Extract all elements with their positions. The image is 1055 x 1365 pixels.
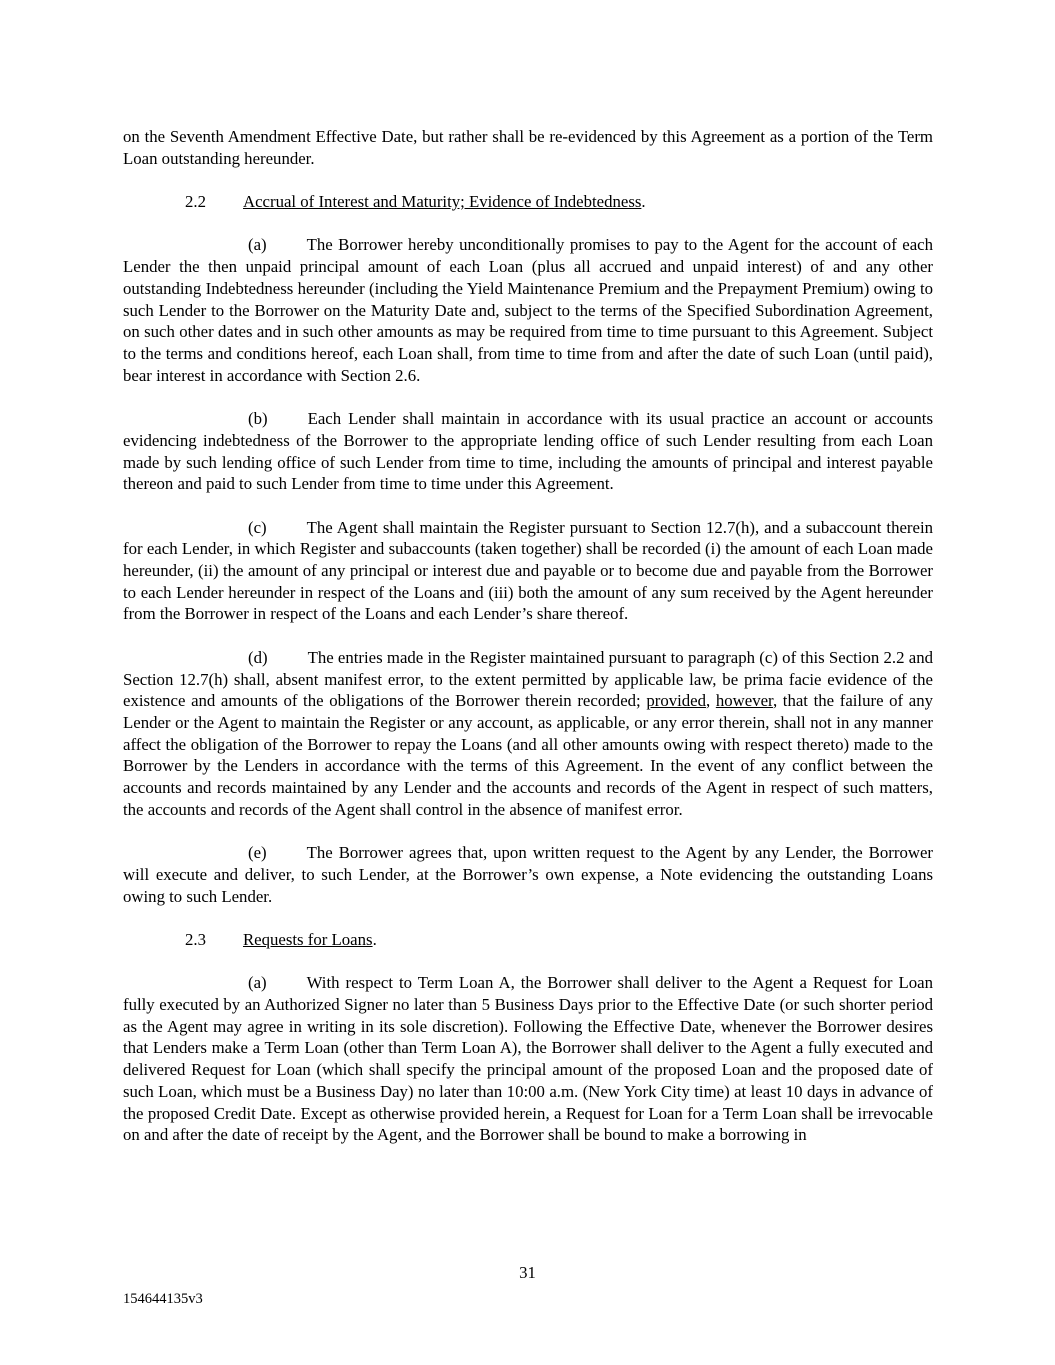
section-title-period: . <box>372 929 377 949</box>
paragraph-2-3-a <box>123 972 933 1146</box>
paragraph-2-2-d <box>123 647 933 821</box>
underlined-term-provided: provided <box>646 691 706 711</box>
paragraph-text: The Agent shall maintain the Register pursuant to Section 12.7(h), and a subaccount therein for each Lender, in which Register and subaccounts (taken together) shall be recorded (i) the amount of each Loan made hereunder, (ii) the amount of any principal or interest due and payable or to become due and payable from the Borrower to each Lender hereunder in respect of the Loans and (iii) both the amount of any sum received by the Agent hereunder from the Borrower in respect of the Loans and each Lender’s share thereof. <box>123 517 933 624</box>
document-body <box>123 126 933 1168</box>
section-number: 2.3 <box>185 929 206 949</box>
underlined-term-however: however <box>715 691 773 711</box>
paragraph-text: The Borrower agrees that, upon written request to the Agent by any Lender, the Borrower will execute and deliver, to such Lender, at the Borrower’s own expense, a Note evidencing the outstanding Loans owing to such Lender. <box>123 843 933 906</box>
paragraph-2-2-e <box>123 842 933 907</box>
section-title: Requests for Loans <box>242 929 373 949</box>
paragraph-label: (c) <box>248 517 267 537</box>
section-heading-2-3 <box>123 929 933 951</box>
paragraph-label: (b) <box>248 409 268 429</box>
paragraph-label: (a) <box>248 235 267 255</box>
paragraph-label: (a) <box>248 973 267 993</box>
section-heading-2-2 <box>123 191 933 213</box>
paragraph-2-2-a <box>123 234 933 386</box>
section-title-period: . <box>641 192 646 212</box>
continuation-paragraph: on the Seventh Amendment Effective Date, but rather shall be re-evidenced by this Agreement as a portion of the Term Loan outstanding hereunder. <box>123 127 933 168</box>
section-number: 2.2 <box>185 192 206 212</box>
paragraph-text: , that the failure of any Lender or the Agent to maintain the Register or any account, as applicable, or any error therein, shall not in any manner affect the obligation of the Borrower to repay the Loans (and all other amounts owing with respect thereto) made to the Borrower by the Lenders in accordance with the terms of this Agreement. In the event of any conflict between the accounts and records maintained by any Lender and the accounts and records of the Agent in respect of such matters, the accounts and records of the Agent shall control in the absence of manifest error. <box>123 691 933 819</box>
paragraph-text: , <box>706 691 716 711</box>
paragraph-text: The Borrower hereby unconditionally promises to pay to the Agent for the account of each Lender the then unpaid principal amount of each Loan (plus all accrued and unpaid interest) of and any other outstanding Indebtedness hereunder (including the Yield Maintenance Premium and the Prepayment Premium) owing to such Lender to the Borrower on the Maturity Date and, subject to the terms of the Specified Subordination Agreement, on such other dates and in such other amounts as may be required from time to time pursuant to this Agreement. Subject to the terms and conditions hereof, each Loan shall, from time to time from and after the date of such Loan (until paid), bear interest in accordance with Section 2.6. <box>123 235 933 385</box>
document-footer-id: 154644135v3 <box>123 1291 203 1307</box>
page-number: 31 <box>519 1263 536 1282</box>
paragraph-label: (e) <box>248 843 267 863</box>
paragraph-2-2-b <box>123 408 933 495</box>
paragraph-text: Each Lender shall maintain in accordance with its usual practice an account or accounts evidencing indebtedness of the Borrower to the appropriate lending office of such Lender resulting from each Loan made by such lending office of such Lender from time to time, including the amounts of principal and interest payable thereon and paid to such Lender from time to time under this Agreement. <box>123 409 933 494</box>
paragraph-label: (d) <box>248 647 268 667</box>
paragraph-text: The entries made in the Register maintained pursuant to paragraph (c) of this Section 2.2 and Section 12.7(h) shall, absent manifest error, to the extent permitted by applicable law, be prima facie evidence of the existence and amounts of the obligations of the Borrower therein recorded; <box>123 647 933 711</box>
paragraph-2-2-c <box>123 517 933 626</box>
paragraph-text: With respect to Term Loan A, the Borrower shall deliver to the Agent a Request for Loan fully executed by an Authorized Signer no later than 5 Business Days prior to the Effective Date (or such shorter period as the Agent may agree in writing in its sole discretion). Following the Effective Date, whenever the Borrower desires that Lenders make a Term Loan (other than Term Loan A), the Borrower shall deliver to the Agent a fully executed and delivered Request for Loan (which shall specify the principal amount of the proposed Loan and the proposed date of such Loan, which must be a Business Day) no later than 10:00 a.m. (New York City time) at least 10 days in advance of the proposed Credit Date. Except as otherwise provided herein, a Request for Loan for a Term Loan shall be irrevocable on and after the date of receipt by the Agent, and the Borrower shall be bound to make a borrowing in <box>123 973 933 1145</box>
section-title: Accrual of Interest and Maturity; Evidence of Indebtedness <box>242 192 642 212</box>
